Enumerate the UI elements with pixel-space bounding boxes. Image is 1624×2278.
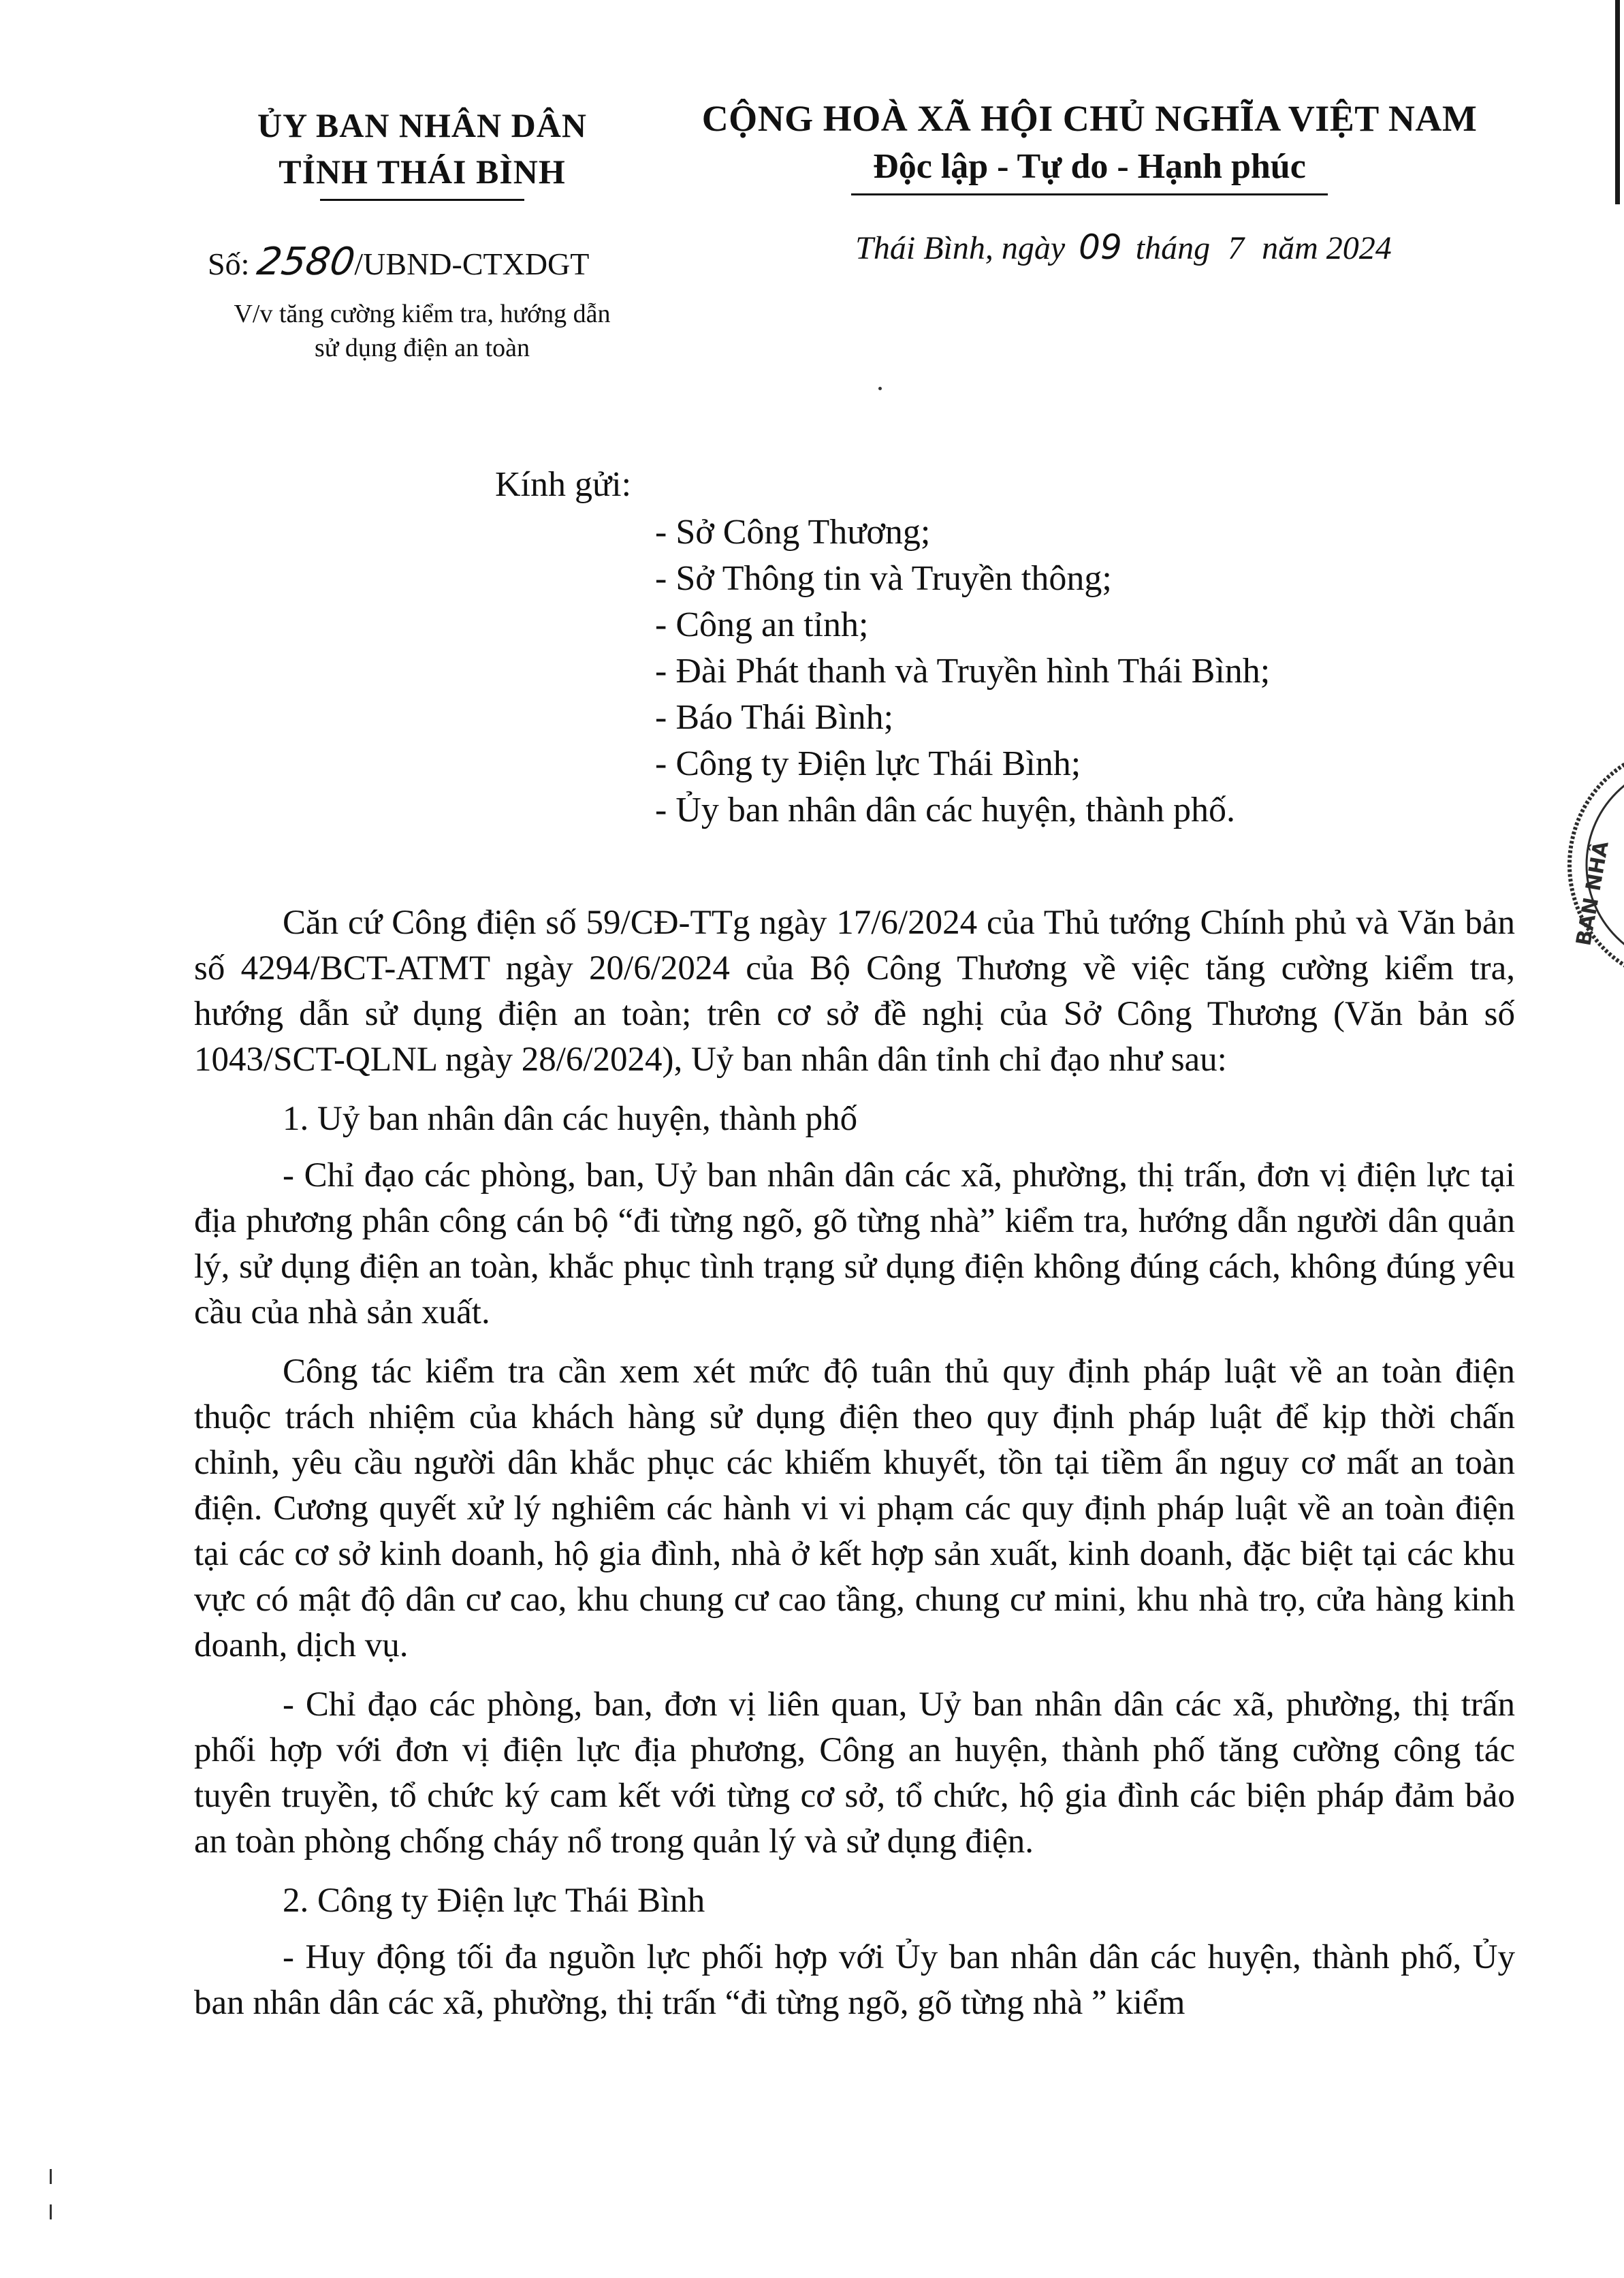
red-stamp-partial: [1559, 722, 1624, 1008]
date-month-label: tháng: [1135, 230, 1211, 266]
recipient-item: - Công ty Điện lực Thái Bình;: [655, 744, 1081, 783]
motto-underline: [851, 193, 1328, 195]
body-paragraph-basis: Căn cứ Công điện số 59/CĐ-TTg ngày 17/6/2024 của Thủ tướng Chính phủ và Văn bản số 4294/BCT-ATMT ngày 20/6/2024 của Bộ Công Thương về việc tăng cường kiểm tra, hướng dẫn sử dụng điện an toàn; trên cơ sở đề nghị của Sở Công Thương (Văn bản số 1043/SCT-QLNL ngày 28/6/2024), Uỷ ban nhân dân tỉnh chỉ đạo như sau:: [194, 904, 1515, 1079]
scan-dot: [878, 387, 882, 390]
recipient-item: - Công an tỉnh;: [655, 605, 869, 644]
issuing-authority-block: [170, 102, 674, 365]
authority-underline: [320, 199, 524, 201]
authority-name-line1: ỦY BAN NHÂN DÂN: [257, 106, 587, 144]
recipient-item: - Sở Thông tin và Truyền thông;: [655, 559, 1112, 598]
document-subject: [170, 297, 674, 365]
national-title-block: [695, 94, 1484, 269]
margin-mark: [50, 2204, 52, 2219]
body-paragraph-direction-1: - Chỉ đạo các phòng, ban, Uỷ ban nhân dân các xã, phường, thị trấn, đơn vị điện lực tại địa phương phân công cán bộ “đi từng ngõ, gõ từng nhà” kiểm tra, hướng dẫn người dân quản lý, sử dụng điện an toàn, khắc phục tình trạng sử dụng điện không đúng cách, không đúng yêu cầu của nhà sản xuất.: [194, 1156, 1515, 1331]
recipient-item: - Đài Phát thanh và Truyền hình Thái Bình;: [655, 652, 1271, 691]
document-number-suffix: /UBND-CTXDGT: [354, 247, 590, 281]
date-month: 7: [1228, 230, 1245, 266]
section-heading-1: 1. Uỷ ban nhân dân các huyện, thành phố: [283, 1100, 858, 1138]
scan-edge-border: [1615, 0, 1620, 204]
recipients-label: Kính gửi:: [495, 465, 632, 504]
subject-line2: sử dụng điện an toàn: [314, 334, 530, 362]
document-number-prefix: Số:: [208, 247, 250, 281]
date-year: năm 2024: [1262, 230, 1392, 266]
date-prefix: Thái Bình, ngày: [855, 230, 1066, 266]
body-paragraph-power-company: - Huy động tối đa nguồn lực phối hợp với Ủy ban nhân dân các huyện, thành phố, Ủy ban nhân dân các xã, phường, thị trấn “đi từng ngõ, gõ từng nhà ” kiểm: [194, 1938, 1515, 2022]
recipient-item: - Ủy ban nhân dân các huyện, thành phố.: [655, 791, 1235, 829]
national-motto: Độc lập - Tự do - Hạnh phúc: [873, 147, 1306, 186]
recipient-item: - Báo Thái Bình;: [655, 698, 894, 737]
section-heading-2: 2. Công ty Điện lực Thái Bình: [283, 1882, 705, 1920]
document-number-handwritten: 2580: [254, 240, 358, 284]
margin-mark: [50, 2169, 52, 2184]
recipients-block: [495, 462, 1516, 834]
stamp-text: BAN NHÂ: [1572, 839, 1614, 948]
body-paragraph-direction-2: - Chỉ đạo các phòng, ban, đơn vị liên quan, Uỷ ban nhân dân các xã, phường, thị trấn phối hợp với đơn vị điện lực địa phương, Công an huyện, thành phố tăng cường công tác tuyên truyền, tổ chức ký cam kết với từng cơ sở, tổ chức, hộ gia đình các biện pháp đảm bảo an toàn phòng chống cháy nổ trong quản lý và sử dụng điện.: [194, 1686, 1515, 1861]
document-body: [194, 900, 1515, 2040]
recipients-list: [495, 509, 1516, 834]
scan-margin-marks: [50, 2169, 52, 2264]
authority-name-line2: TỈNH THÁI BÌNH: [278, 153, 566, 191]
issue-date: [695, 227, 1484, 269]
date-day-handwritten: 09: [1079, 227, 1122, 267]
subject-line1: V/v tăng cường kiểm tra, hướng dẫn: [234, 300, 611, 328]
national-title: CỘNG HOÀ XÃ HỘI CHỦ NGHĨA VIỆT NAM: [701, 98, 1478, 139]
recipient-item: - Sở Công Thương;: [655, 513, 931, 552]
body-paragraph-inspection: Công tác kiểm tra cần xem xét mức độ tuân thủ quy định pháp luật về an toàn điện thuộc trách nhiệm của khách hàng sử dụng điện theo quy định pháp luật để kịp thời chấn chỉnh, yêu cầu người dân khắc phục các khiếm khuyết, tồn tại tiềm ẩn nguy cơ mất an toàn điện. Cương quyết xử lý nghiêm các hành vi vi phạm các quy định pháp luật về an toàn điện tại các cơ sở kinh doanh, hộ gia đình, nhà ở kết hợp sản xuất, kinh doanh, đặc biệt tại các khu vực có mật độ dân cư cao, khu chung cư cao tầng, chung cư mini, khu nhà trọ, cửa hàng kinh doanh, dịch vụ.: [194, 1352, 1515, 1664]
document-number: [170, 242, 674, 285]
